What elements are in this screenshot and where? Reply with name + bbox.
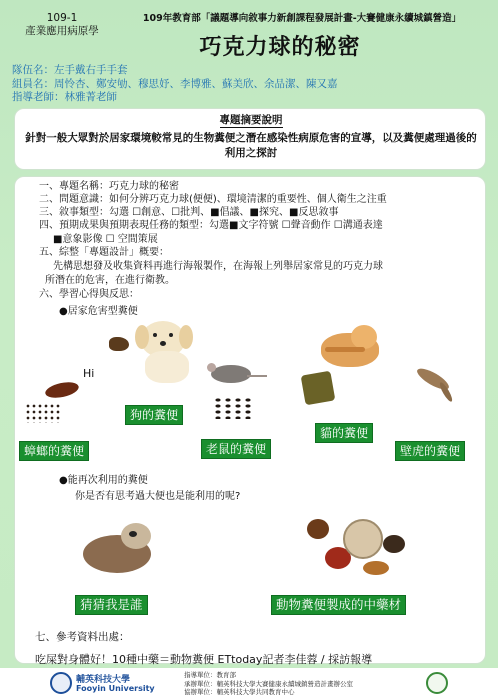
label-gecko: 壁虎的糞便 — [395, 441, 465, 461]
abstract-panel — [14, 108, 486, 170]
program-badge-icon — [426, 672, 448, 694]
team-members: 組員名：周怜杏、鄭安劬、穆思妤、李博雅、蘇美欣、余品潔、陳又嘉 — [12, 77, 338, 90]
droppings-image — [109, 337, 129, 351]
host-unit: 承辦單位：輔英科技大學大賽健康永續城鎮營造計畫辦公室 — [184, 679, 353, 688]
content-line: 四、預期成果與預期表現任務的類型：勾選■文字符號 ☐聲音動作 ☐溝通表達 — [39, 220, 383, 231]
content-line: 五、綜整「專題設計」概要： — [39, 247, 169, 258]
cockroach-image — [44, 380, 80, 401]
course-name: 產業應用病原學 — [25, 25, 99, 37]
label-dog: 狗的糞便 — [125, 405, 183, 425]
label-rat: 老鼠的糞便 — [201, 439, 271, 459]
content-line: ■意象影像 ☐ 空間策展 — [53, 234, 158, 245]
droppings-image — [25, 403, 61, 423]
gecko-image — [407, 363, 461, 411]
label-cockroach: 蟑螂的糞便 — [19, 441, 89, 461]
hi-text: Hi — [83, 367, 95, 380]
civet-image — [81, 517, 155, 579]
team-info — [12, 64, 338, 105]
reuse-question: 你是否有思考過大便也是能利用的呢? — [75, 491, 241, 502]
bullet-household: ●居家危害型糞便 — [59, 306, 138, 317]
content-panel — [14, 176, 486, 664]
references-heading: 七、參考資料出處： — [35, 631, 130, 643]
organizer-units — [184, 671, 353, 697]
medicine-image — [307, 515, 417, 579]
university-logo-icon — [50, 672, 72, 694]
abstract-heading: 專題摘要說明 — [219, 114, 283, 126]
co-host-unit: 協辦單位：輔英科技大學共同教育中心 — [184, 688, 295, 696]
content-line: 所潛在的危害，在進行衛教。 — [45, 275, 175, 286]
abstract-text: 針對一般大眾對於居家環境較常見的生物糞便之潛在感染性病原危害的宣導，以及糞便處理過後的利用之探討 — [25, 132, 477, 159]
content-line: 先構思想發及收集資料再進行海報製作，在海報上列舉居家常見的巧克力球 — [53, 261, 383, 272]
team-advisor: 指導老師：林雅菁老師 — [12, 91, 117, 103]
content-line: 三、敘事類型：勾選 ☐創意、☐批判、■倡議、■探究、■反思敘事 — [39, 207, 339, 218]
cat-image — [315, 323, 383, 369]
content-line: 二、問題意識：如何分辨巧克力球(便便)、環境清潔的重要性、個人衛生之注重 — [39, 194, 387, 205]
rat-image — [207, 359, 267, 387]
team-name: 隊伍名：左手戴右手手套 — [12, 64, 128, 76]
university-name-cn: 輔英科技大學 — [76, 675, 131, 685]
label-medicine: 動物糞便製成的中藥材 — [271, 595, 406, 615]
course-code: 109-1 — [46, 12, 78, 24]
label-cat: 貓的糞便 — [315, 423, 373, 443]
university-name-en: Fooyin University — [76, 684, 155, 693]
program-title: 109年教育部「議題導向敘事力新創課程發展計畫-大賽健康永續城鎮營造」 — [142, 13, 462, 24]
poster-title: 巧克力球的秘密 — [199, 35, 361, 60]
droppings-image — [301, 371, 336, 406]
label-civet: 猜猜我是誰 — [75, 595, 148, 615]
reference-link[interactable]: 吃屎對身體好！10種中藥＝動物糞便 ETtoday記者李佳蓉 / 採訪報導 — [35, 653, 373, 666]
guidance-unit: 指導單位：教育部 — [184, 671, 236, 679]
droppings-image — [213, 397, 251, 419]
dog-image — [133, 317, 199, 389]
bullet-reusable: ●能再次利用的糞便 — [59, 475, 148, 486]
course-info — [8, 12, 116, 38]
content-line: 六、學習心得與反思： — [39, 289, 139, 300]
content-line: 一、專題名稱：巧克力球的秘密 — [39, 181, 179, 192]
